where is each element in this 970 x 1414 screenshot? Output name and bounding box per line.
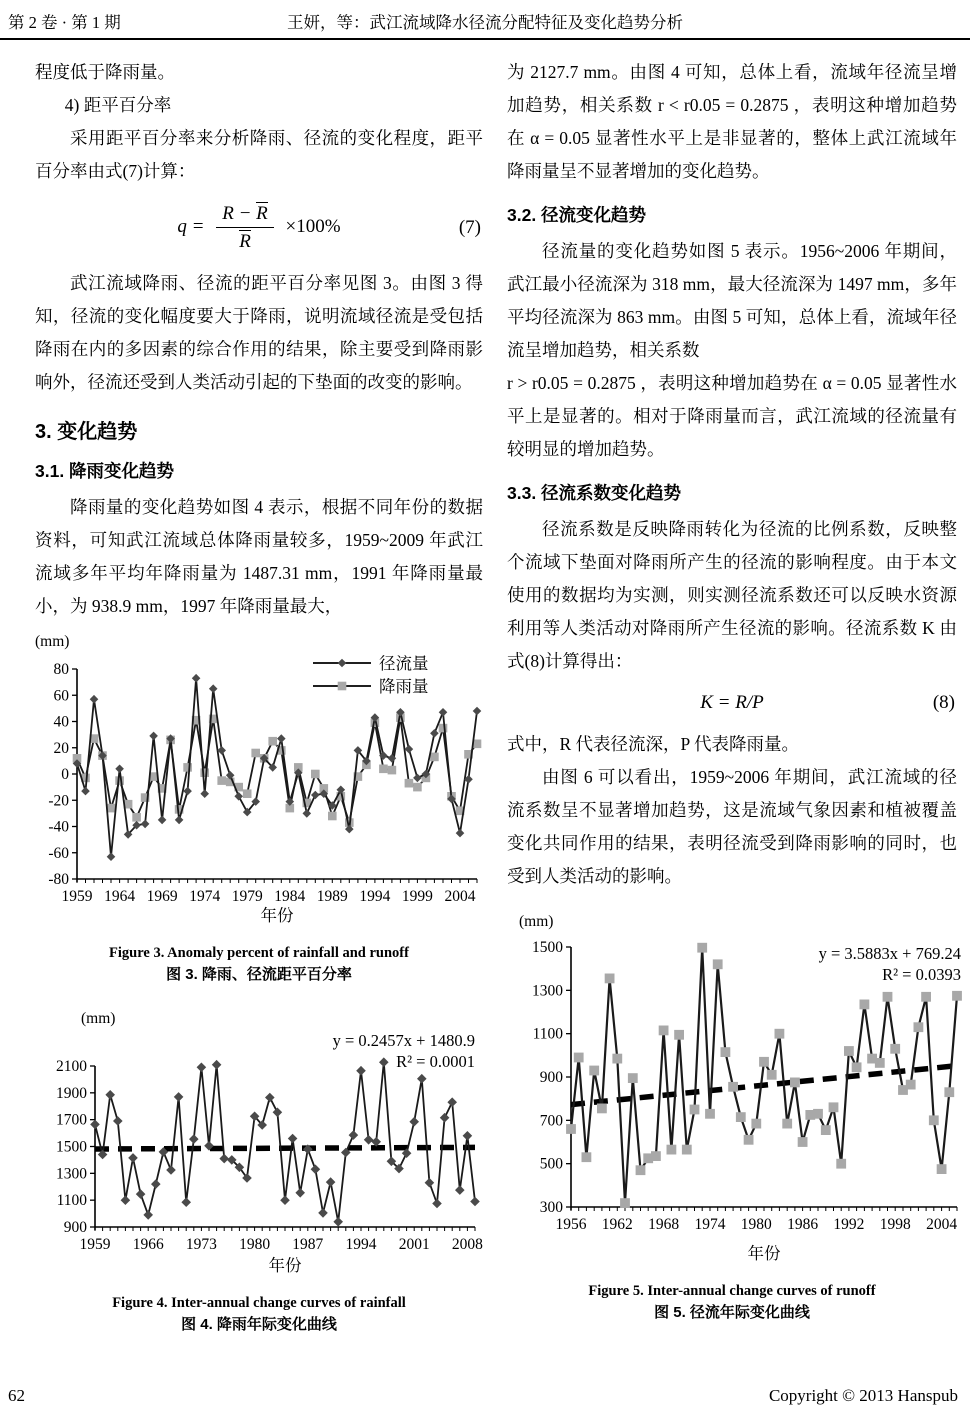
- svg-text:2004: 2004: [926, 1216, 958, 1233]
- svg-text:1500: 1500: [56, 1138, 87, 1156]
- svg-text:2001: 2001: [398, 1236, 430, 1253]
- figure5-caption-cn: 图 5. 径流年际变化曲线: [654, 1304, 810, 1321]
- svg-text:1966: 1966: [132, 1236, 164, 1253]
- svg-text:300: 300: [539, 1199, 563, 1216]
- svg-text:1974: 1974: [694, 1216, 726, 1233]
- figure3-caption-en: Figure 3. Anomaly percent of rainfall and runoff: [109, 945, 409, 961]
- svg-text:1984: 1984: [274, 888, 306, 905]
- figure3-caption-cn: 图 3. 降雨、径流距平百分率: [166, 966, 352, 983]
- svg-text:1973: 1973: [185, 1236, 217, 1253]
- section-heading-3: 3. 变化趋势: [35, 421, 138, 443]
- svg-text:0: 0: [61, 766, 69, 783]
- formula-7-numerator: R − R: [216, 202, 274, 228]
- svg-text:1300: 1300: [56, 1165, 87, 1183]
- page-number: 62: [8, 1386, 25, 1405]
- svg-text:20: 20: [53, 739, 69, 757]
- svg-text:1700: 1700: [56, 1111, 87, 1129]
- svg-text:径流量: 径流量: [379, 654, 429, 673]
- paragraph-rainfall-trend: 降雨量的变化趋势如图 4 表示，根据不同年份的数据资料，可知武江流域总体降雨量较多，1959~2009 年武江流域多年平均年降雨量为 1487.31 mm，1991 年降雨量最小，为 938.9 mm，1997 年降雨量最大，: [35, 497, 483, 616]
- figure4-plot: [35, 1030, 483, 1275]
- svg-text:60: 60: [53, 687, 69, 705]
- paragraph-figure6-discussion: 由图 6 可以看出，1959~2006 年期间，武江流域的径流系数呈不显著增加趋势，这是流域气象因素和植被覆盖变化共同作用的结果，表明径流受到降雨影响的同时，也受到人类活动的影响。: [507, 767, 957, 886]
- svg-text:1969: 1969: [146, 888, 178, 905]
- figure5-plot: [507, 933, 967, 1263]
- svg-text:1980: 1980: [239, 1236, 271, 1253]
- page-footer: [0, 1382, 970, 1406]
- page-header: [0, 0, 970, 40]
- svg-text:1974: 1974: [189, 888, 221, 905]
- svg-text:700: 700: [539, 1112, 563, 1130]
- svg-text:1992: 1992: [833, 1216, 865, 1233]
- subsection-heading-3-3: 3.3. 径流系数变化趋势: [507, 483, 682, 503]
- paragraph-rainfall-max: 为 2127.7 mm。由图 4 可知，总体上看，流域年径流呈增加趋势，相关系数 r < r0.05 = 0.2875 ，表明这种增加趋势在 α = 0.05 显著性水平上是非显著的，整体上武江流域年降雨量呈不显著增加的变化趋势。: [507, 62, 957, 181]
- figure3-plot: [35, 653, 483, 925]
- formula-7-denominator: R: [239, 231, 251, 252]
- svg-text:1994: 1994: [359, 888, 391, 905]
- figure5-caption-en: Figure 5. Inter-annual change curves of runoff: [588, 1283, 876, 1299]
- svg-text:R² = 0.0393: R² = 0.0393: [882, 965, 961, 984]
- svg-text:900: 900: [539, 1069, 563, 1086]
- svg-text:1959: 1959: [61, 888, 93, 905]
- formula-8-number: (8): [932, 692, 955, 713]
- paragraph-figure3-discussion: 武江流域降雨、径流的距平百分率见图 3。由图 3 得知，径流的变化幅度要大于降雨，说明流域径流是受包括降雨在内的多因素的综合作用的结果，除主要受到降雨影响外，径流还受到人类活动引起的下垫面的改变的影响。: [35, 273, 483, 392]
- svg-text:500: 500: [539, 1155, 563, 1173]
- running-title: 王妍，等：武江流域降水径流分配特征及变化趋势分析: [287, 13, 683, 32]
- paragraph-runoff-significance: r > r0.05 = 0.2875 ，表明这种增加趋势在 α = 0.05 显著性水平上是显著的。相对于降雨量而言，武江流域的径流量有较明显的增加趋势。: [507, 373, 957, 459]
- journal-issue: 第 2 卷 · 第 1 期: [8, 13, 121, 32]
- figure4-chart: [35, 1010, 483, 1336]
- svg-text:1959: 1959: [79, 1236, 111, 1253]
- svg-text:R² = 0.0001: R² = 0.0001: [396, 1052, 475, 1071]
- svg-text:1100: 1100: [532, 1025, 563, 1043]
- svg-text:1979: 1979: [231, 888, 263, 905]
- formula-7: [35, 202, 483, 253]
- svg-text:1994: 1994: [345, 1236, 377, 1253]
- svg-text:1964: 1964: [104, 888, 136, 905]
- svg-text:1987: 1987: [292, 1236, 324, 1253]
- two-column-body: [0, 40, 970, 1336]
- subsection-heading-3-2: 3.2. 径流变化趋势: [507, 205, 647, 225]
- left-column: [35, 56, 483, 1336]
- figure4-caption-en: Figure 4. Inter-annual change curves of rainfall: [112, 1295, 406, 1311]
- subsection-heading-3-1: 3.1. 降雨变化趋势: [35, 461, 175, 481]
- paragraph-runoff-coefficient: 径流系数是反映降雨转化为径流的比例系数，反映整个流域下垫面对降雨所产生的径流的影响程度。由于本文使用的数据均为实测，则实测径流系数还可以反映水资源利用等人类活动对降雨所产生径流的影响。径流系数 K 由式(8)计算得出：: [507, 519, 957, 671]
- svg-text:1989: 1989: [316, 888, 348, 905]
- svg-text:1999: 1999: [401, 888, 433, 905]
- figure3-chart: [35, 633, 483, 986]
- list-item-4: 4) 距平百分率: [64, 95, 172, 115]
- paragraph-formula8-symbols: 式中，R 代表径流深，P 代表降雨量。: [507, 734, 800, 754]
- right-column: [507, 56, 961, 1336]
- svg-text:1100: 1100: [56, 1192, 87, 1210]
- svg-text:1962: 1962: [601, 1216, 633, 1233]
- svg-text:降雨量: 降雨量: [379, 677, 429, 696]
- svg-text:2004: 2004: [444, 888, 476, 905]
- svg-text:1986: 1986: [787, 1216, 819, 1233]
- svg-text:-20: -20: [48, 792, 69, 810]
- svg-text:1900: 1900: [56, 1084, 87, 1102]
- svg-text:年份: 年份: [268, 1256, 302, 1275]
- copyright-notice: Copyright © 2013 Hanspub: [768, 1386, 958, 1405]
- formula-7-number: (7): [458, 216, 481, 238]
- svg-text:1500: 1500: [532, 939, 563, 956]
- svg-text:y = 3.5883x + 769.24: y = 3.5883x + 769.24: [818, 944, 961, 963]
- svg-text:1300: 1300: [532, 982, 563, 1000]
- svg-text:40: 40: [53, 713, 69, 731]
- svg-text:80: 80: [53, 661, 69, 678]
- paragraph-anomaly-method: 采用距平百分率来分析降雨、径流的变化程度，距平百分率由式(7)计算：: [35, 128, 483, 181]
- formula-7-body: [177, 203, 341, 252]
- formula-7-lhs: q =: [177, 215, 205, 237]
- formula-8: [507, 692, 957, 714]
- svg-text:y = 0.2457x + 1480.9: y = 0.2457x + 1480.9: [332, 1031, 475, 1050]
- svg-text:1956: 1956: [555, 1216, 587, 1233]
- svg-text:年份: 年份: [747, 1244, 781, 1263]
- formula-8-body: K = R/P: [700, 692, 764, 713]
- figure4-caption-cn: 图 4. 降雨年际变化曲线: [181, 1316, 337, 1333]
- paragraph-continuation: 程度低于降雨量。: [35, 62, 175, 82]
- figure4-unit-label: (mm): [81, 1010, 116, 1027]
- formula-7-fraction: [216, 202, 274, 253]
- svg-text:2100: 2100: [56, 1058, 87, 1075]
- formula-7-factor: ×100%: [285, 215, 341, 237]
- svg-text:1980: 1980: [740, 1216, 772, 1233]
- svg-text:1968: 1968: [648, 1216, 680, 1233]
- svg-text:年份: 年份: [260, 906, 294, 925]
- figure5-unit-label: (mm): [519, 913, 554, 930]
- svg-text:2008: 2008: [451, 1236, 483, 1253]
- figure5-chart: [507, 913, 961, 1324]
- figure3-unit-label: (mm): [35, 633, 70, 650]
- svg-text:-40: -40: [48, 818, 69, 836]
- svg-text:1998: 1998: [879, 1216, 911, 1233]
- paragraph-runoff-trend: 径流量的变化趋势如图 5 表示。1956~2006 年期间，武江最小径流深为 318 mm，最大径流深为 1497 mm，多年平均径流深为 863 mm。由图 5 可知，总体上看，流域年径流呈增加趋势，相关系数: [507, 241, 957, 360]
- svg-text:900: 900: [63, 1219, 87, 1236]
- svg-text:-60: -60: [48, 844, 69, 862]
- svg-text:-80: -80: [48, 871, 69, 888]
